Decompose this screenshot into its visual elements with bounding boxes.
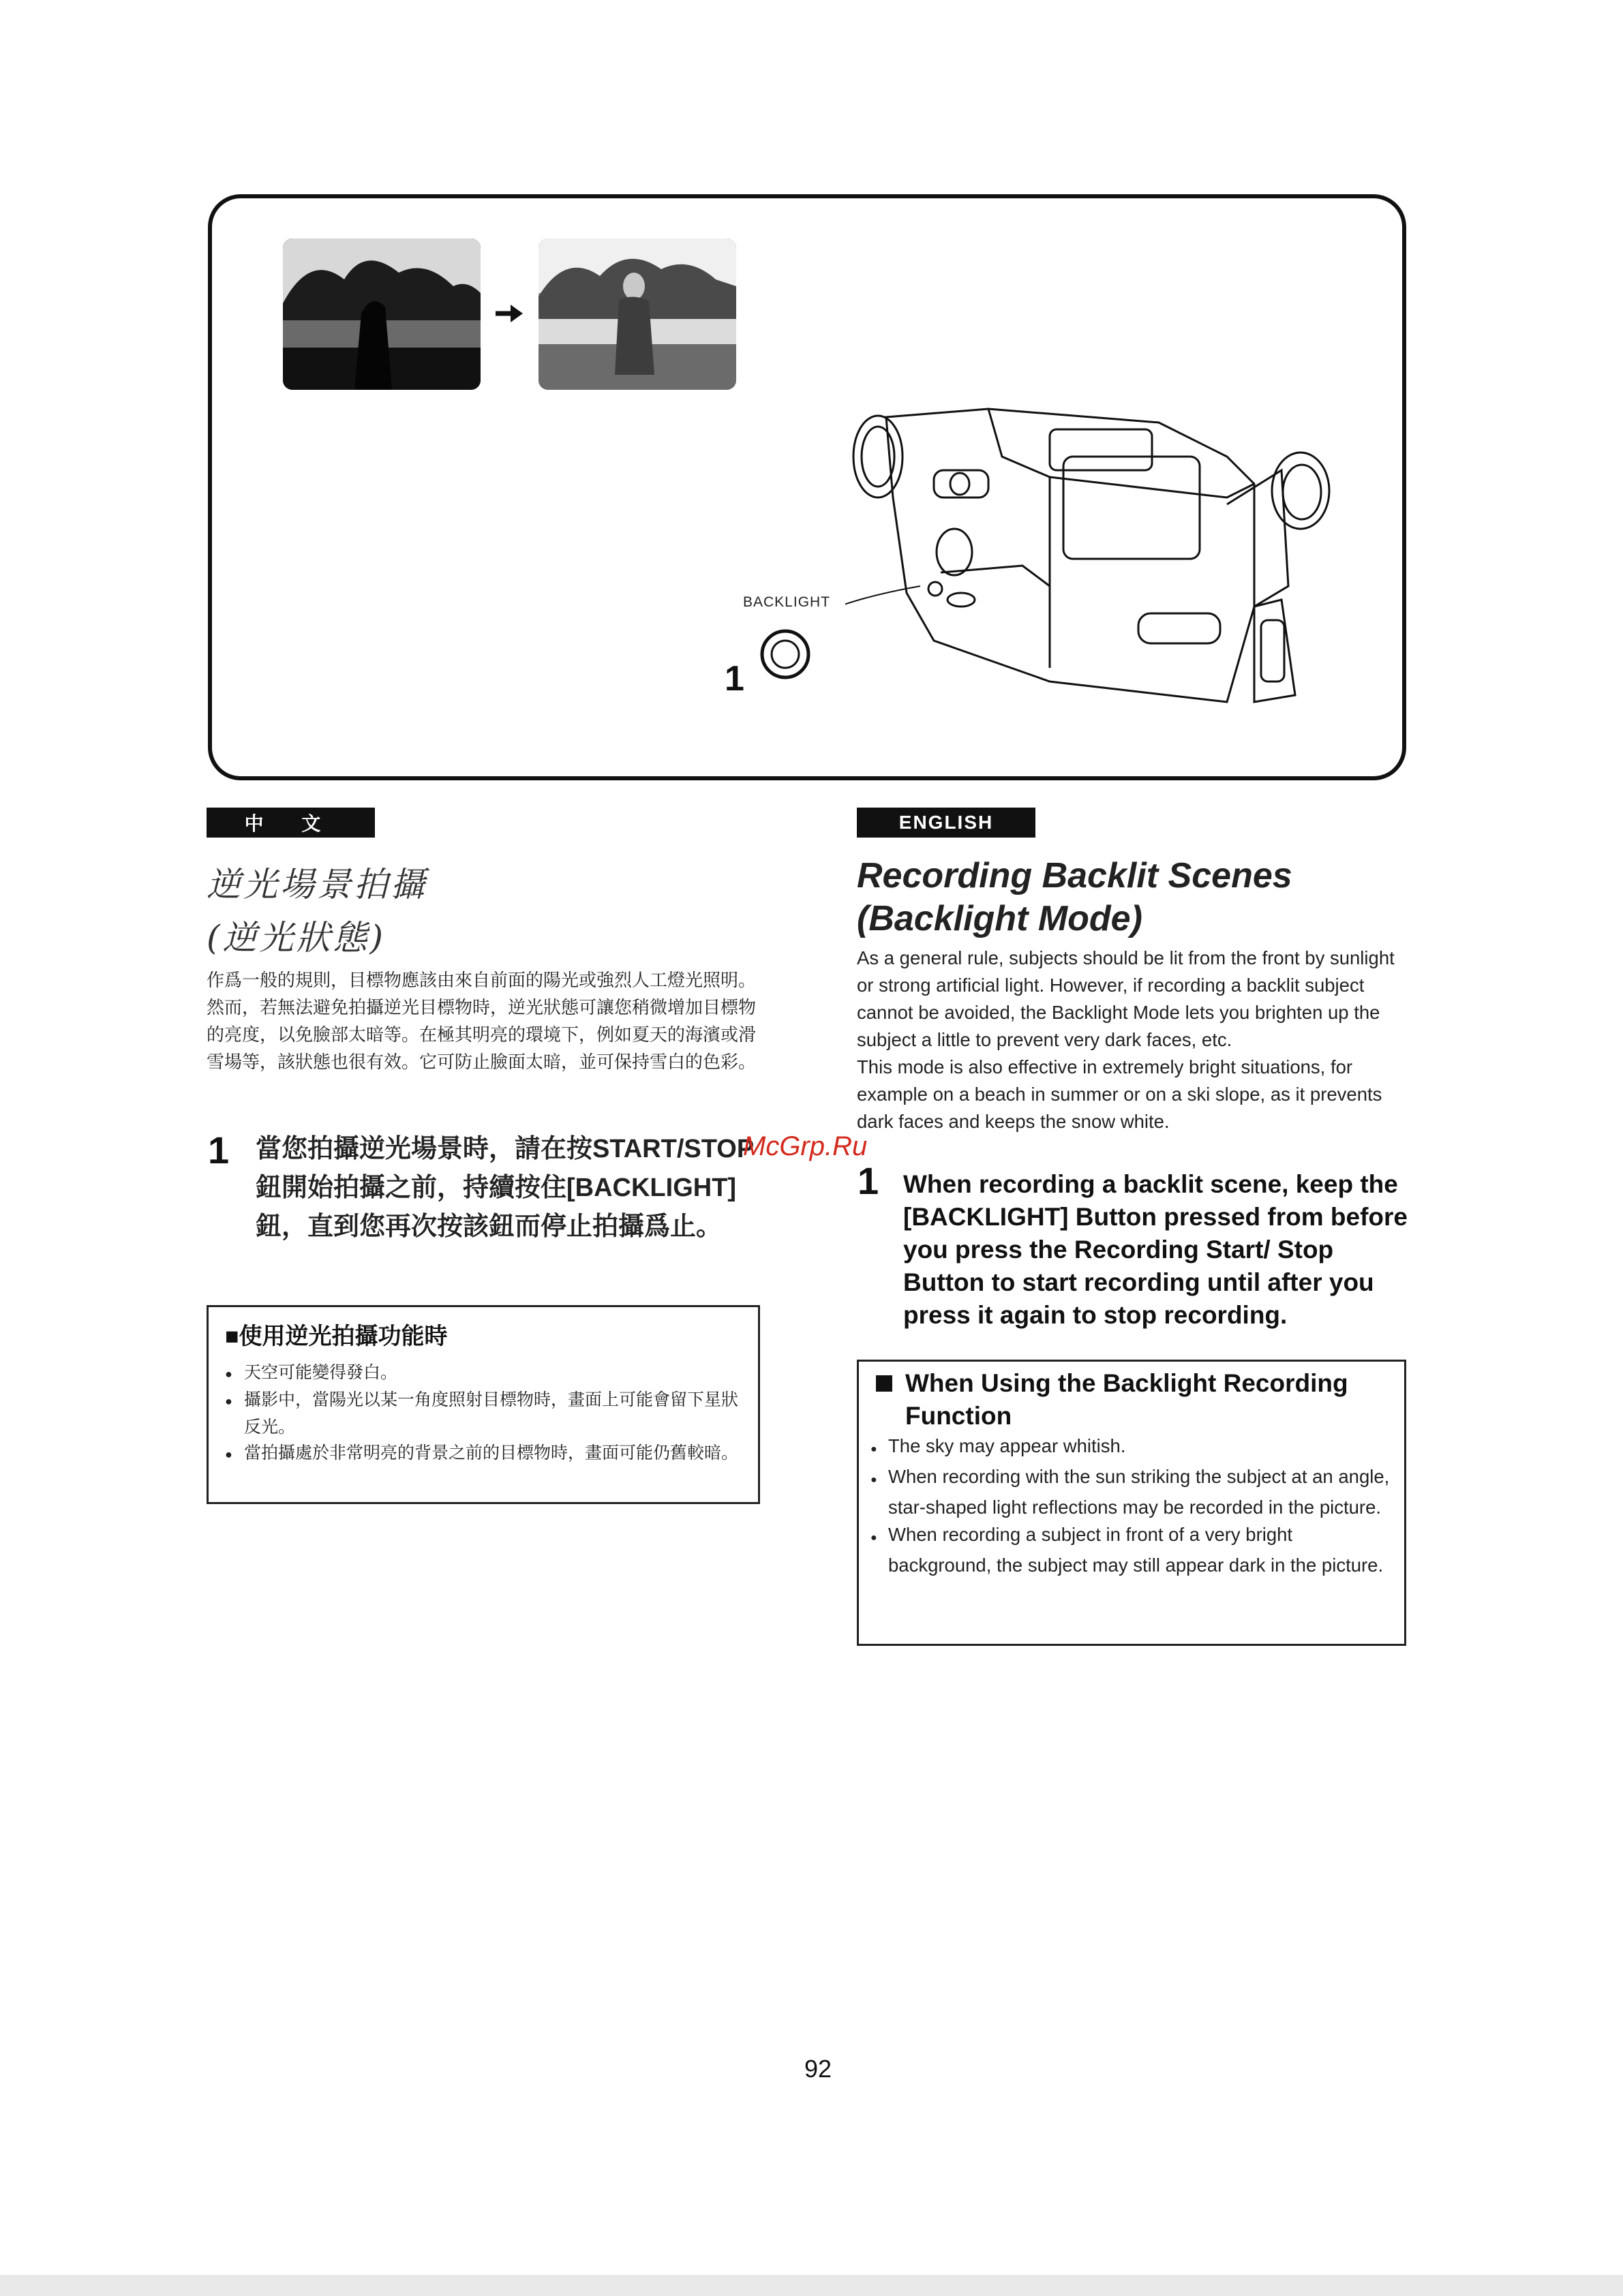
square-bullet-icon — [876, 1375, 892, 1392]
en-title: Recording Backlit Scenes — [857, 856, 1292, 896]
en-note-title: When Using the Backlight Recording Function — [905, 1369, 1348, 1430]
zh-note-list — [225, 1360, 750, 1467]
backlit-photo-before — [283, 239, 481, 390]
arrow-right-icon — [494, 296, 525, 331]
page-number: 92 — [804, 2055, 832, 2083]
list-item: ● When recording a subject in front of a very bright background, the subject may still appear dark in the picture. — [870, 1521, 1395, 1579]
en-intro — [857, 945, 1416, 1135]
camcorder-illustration — [845, 382, 1363, 736]
page-bottom-band — [0, 2275, 1623, 2296]
watermark-link[interactable]: McGrp.Ru — [743, 1131, 868, 1161]
list-item: ● 天空可能變得發白。 — [225, 1360, 750, 1387]
tab-english: ENGLISH — [857, 808, 1035, 838]
zh-title: 逆光場景拍攝 — [207, 865, 427, 904]
figure-step-number: 1 — [725, 659, 744, 699]
zh-note-title: ■使用逆光拍攝功能時 — [225, 1323, 448, 1349]
backlight-label: BACKLIGHT — [743, 594, 831, 610]
zh-step-number: 1 — [208, 1129, 230, 1172]
zh-subtitle: (逆光狀態) — [207, 918, 386, 958]
list-item: ● When recording with the sun striking the subject at an angle, star-shaped light reflections may be recorded in the picture. — [870, 1463, 1395, 1521]
en-note-list — [870, 1433, 1395, 1579]
tab-chinese: 中 文 — [207, 808, 375, 838]
en-intro-paragraph-2: This mode is also effective in extremely bright situations, for example on a beach in summer or on a ski slope, as it prevents dark faces and keeps the snow white. — [857, 1056, 1382, 1132]
en-step-number: 1 — [858, 1159, 879, 1202]
list-item: ● 當拍攝處於非常明亮的背景之前的目標物時，畫面可能仍舊較暗。 — [225, 1440, 750, 1467]
backlit-photo-after — [539, 239, 736, 390]
en-step-text: When recording a backlit scene, keep the [BACKLIGHT] Button pressed from before you press the Recording Start/ Stop Button to start recording until after you press it again to stop recording. — [903, 1170, 1408, 1329]
en-subtitle: (Backlight Mode) — [857, 899, 1142, 938]
zh-intro-paragraph: 作爲一般的規則，目標物應該由來自前面的陽光或強烈人工燈光照明。然而，若無法避免拍攝逆光目標物時，逆光狀態可讓您稍微增加目標物的亮度，以免臉部太暗等。在極其明亮的環境下，例如夏天的海濱或滑雪場等，該狀態也很有效。它可防止臉面太暗，並可保持雪白的色彩。 — [207, 970, 757, 1072]
list-item: ● 攝影中，當陽光以某一角度照射目標物時，畫面上可能會留下星狀反光。 — [225, 1387, 750, 1440]
en-intro-paragraph-1: As a general rule, subjects should be lit from the front by sunlight or strong artificial light. However, if recording a backlit subject cannot be avoided, the Backlight Mode lets you brighten up the subject a little to prevent very dark faces, etc. — [857, 947, 1395, 1050]
zh-step-text: 當您拍攝逆光場景時，請在按START/STOP鈕開始拍攝之前，持續按住[BACKLIGHT]鈕，直到您再次按該鈕而停止拍攝爲止。 — [256, 1135, 755, 1241]
backlight-button-icon — [757, 617, 832, 692]
list-item: ● The sky may appear whitish. — [870, 1433, 1395, 1463]
